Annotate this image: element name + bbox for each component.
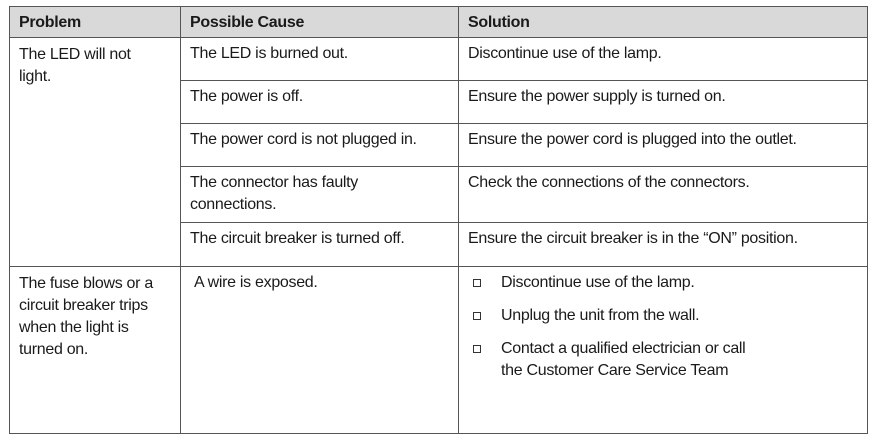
- solution-cell: Check the connections of the connectors.: [459, 167, 868, 223]
- checkbox-square-icon: [473, 279, 481, 287]
- cause-cell: The power cord is not plugged in.: [181, 124, 459, 167]
- header-row: [10, 7, 868, 38]
- list-item: Unplug the unit from the wall.: [468, 305, 858, 327]
- problem-text: The LED will not: [19, 46, 131, 63]
- troubleshooting-table: [9, 6, 868, 434]
- solution-list: [468, 272, 858, 382]
- problem-cell: [10, 38, 181, 267]
- problem-text: light.: [19, 68, 51, 85]
- table-row: [10, 38, 868, 81]
- list-item: Contact a qualified electrician or call the Customer Care Service Team: [468, 338, 858, 382]
- header-solution: Solution: [459, 7, 868, 38]
- header-problem: Problem: [10, 7, 181, 38]
- problem-text: when the light is: [19, 318, 129, 336]
- solution-cell: [459, 266, 868, 433]
- cause-cell: The power is off.: [181, 81, 459, 124]
- cause-cell: A wire is exposed.: [181, 266, 459, 433]
- cause-cell: The connector has faulty connections.: [181, 167, 459, 223]
- solution-cell: Ensure the circuit breaker is in the “ON” position.: [459, 223, 868, 266]
- problem-cell: [10, 266, 181, 433]
- solution-cell: Ensure the power cord is plugged into the outlet.: [459, 124, 868, 167]
- list-item: Discontinue use of the lamp.: [468, 272, 858, 294]
- solution-cell: Discontinue use of the lamp.: [459, 38, 868, 81]
- table-row: [10, 266, 868, 433]
- problem-text: turned on.: [19, 340, 89, 358]
- checkbox-square-icon: [473, 312, 481, 320]
- problem-text: circuit breaker trips: [19, 296, 148, 314]
- cause-cell: The LED is burned out.: [181, 38, 459, 81]
- problem-text: The fuse blows or a: [19, 274, 153, 292]
- cause-cell: The circuit breaker is turned off.: [181, 223, 459, 266]
- header-possible-cause: Possible Cause: [181, 7, 459, 38]
- checkbox-square-icon: [473, 345, 481, 353]
- solution-cell: Ensure the power supply is turned on.: [459, 81, 868, 124]
